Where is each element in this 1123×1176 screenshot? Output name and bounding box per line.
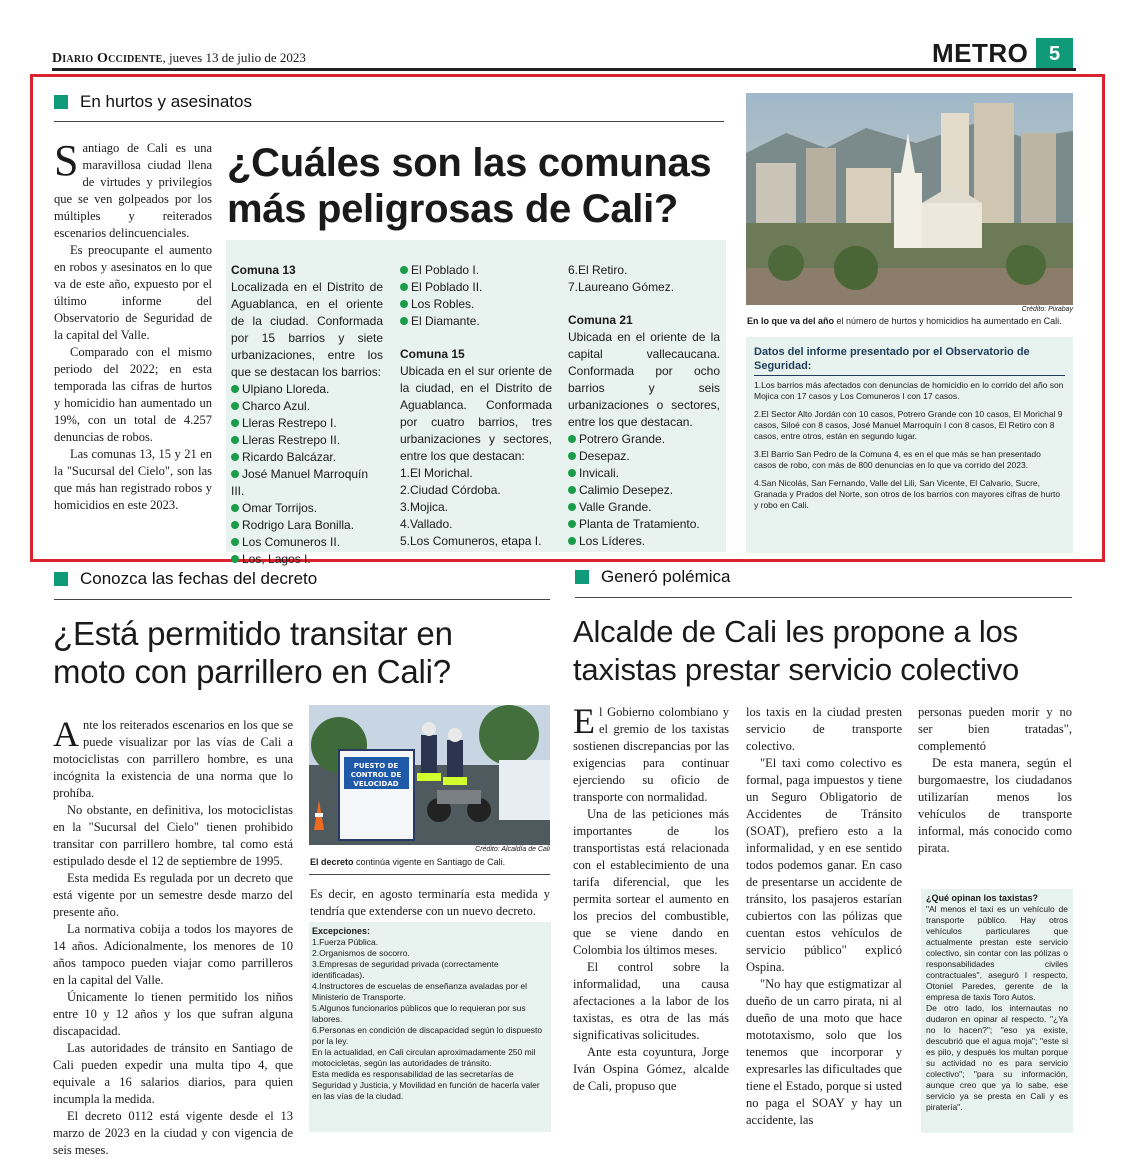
square-icon [575, 570, 589, 584]
bullet-icon [400, 266, 408, 274]
bullet-icon [400, 300, 408, 308]
list-item: Los Robles. [400, 296, 552, 313]
cali-skyline-photo [746, 93, 1073, 305]
brand-name: Diario Occidente [52, 51, 163, 66]
bullet-icon [568, 520, 576, 528]
list-item: El Poblado II. [400, 279, 552, 296]
bullet-icon [568, 486, 576, 494]
bullet-icon [568, 469, 576, 477]
photo-caption: En lo que va del año el número de hurtos y homicidios ha aumentado en Cali. [747, 316, 1062, 326]
bullet-icon [231, 453, 239, 461]
box-rule [754, 375, 1065, 376]
list-item: 2.Ciudad Córdoba. [400, 483, 501, 497]
sign-line-1: PUESTO DE [353, 762, 399, 770]
comuna15-list [400, 465, 552, 550]
observatorio-box: Datos del informe presentado por el Observatorio de Seguridad: 1.Los barrios más afectados con denuncias de homicidio en lo corrido del año son Mojica con 17 casos y Los Comuneros I con 17 casos. 2.El Sector Alto Jordán con 10 casos, Potrero Grande con 10 casos, El Morichal 9 casos, Siloé con 8 casos, José Manuel Marroquín I con 8 casos, El Retiro con 8 casos, entre otros, están en segundo lugar. 3.El Barrio San Pedro de la Comuna 4, es en el que más se han presentado casos de robo, con más de 800 denuncias en lo que va corrido del 2023. 4.San Nicolás, San Fernando, Valle del Lili, San Vicente, El Calvario, Sucre, Granada y Prados del Norte, son otros de los barrios con mayores cifras de hurto y robo en Cali. [746, 337, 1073, 553]
header-rule [52, 68, 1076, 71]
drop-cap: S [54, 136, 79, 185]
bullet-icon [400, 283, 408, 291]
drop-cap: A [53, 714, 79, 754]
bullet-icon [400, 317, 408, 325]
list-item: En la actualidad, en Cali circulan aproximadamente 250 mil motocicletas, según las autoridades de tránsito. [312, 1047, 536, 1068]
list-item: Ulpiano Lloreda. [231, 381, 383, 398]
comuna13-list-cont [400, 262, 552, 330]
story2-kicker: Conozca las fechas del decreto [54, 569, 317, 589]
comuna15-list-cont [568, 262, 720, 296]
kicker-rule [54, 121, 724, 122]
story3-col2: los taxis en la ciudad presten servicio de transporte colectivo. "El taxi como colectivo es formal, paga impuestos y tiene un Seguro Obligatorio de Accidentes de Tránsito (SOAT), prefiero esto a la informalidad, y en ese sentido todos podemos ganar. En caso de presentarse un accidente de tránsito, los pasajeros estarían cubiertos con las pólizas que cuentan estos vehículos de servicio público" explicó Ospina. "No hay que estigmatizar al dueño de un carro pirata, ni al dueño de una moto que hace mototaxismo, solo que los tenemos que incorporar y expresarles las dificultades que tiene el Estado, porque si usted no paga el SOAY y hay un accidente, las [746, 705, 902, 1127]
excepciones-box: Excepciones: 1.Fuerza Pública. 2.Organismos de socorro. 3.Empresas de seguridad privada (correctamente identificadas). 4.Instructores de escuelas de enseñanza avaladas por el Ministerio de Transporte. 5.Algunos funcionarios públicos que lo requieran por sus labores. 6.Personas en condición de discapacidad según lo dispuesto por la ley. En la actualidad, en Cali circulan aproximadamente 250 mil motocicletas, según las autoridades de tránsito. Esta medida es responsabilidad de las secretarías de Seguridad y Justicia, y Movilidad en función de hacerla valer en las vías de la ciudad. [309, 922, 551, 1132]
list-item: 6.El Retiro. [568, 263, 628, 277]
bullet-icon [568, 452, 576, 460]
comuna21-list [568, 431, 720, 550]
bullet-icon [231, 470, 239, 478]
list-item: 2.Organismos de socorro. [312, 948, 410, 958]
comuna15-column: El Poblado I. El Poblado II. Los Robles. El Diamante. Comuna 15 Ubicada en el sur oriente de la ciudad, en el Distrito de Aguablanca. Conformada por cuatro barrios, tres urbanizaciones y sectores, entre los que destacan: 1.El Morichal. 2.Ciudad Córdoba. 3.Mojica. 4.Vallado. 5.Los Comuneros, etapa I. [400, 263, 552, 548]
story2-headline: ¿Está permitido transitar en moto con parrillero en Cali? [53, 615, 453, 690]
story3-headline: Alcalde de Cali les propone a los taxistas prestar servicio colectivo [573, 614, 1020, 687]
list-item: Ricardo Balcázar. [231, 449, 383, 466]
bullet-icon [231, 555, 239, 563]
list-item: 6.Personas en condición de discapacidad según lo dispuesto por la ley. [312, 1025, 543, 1046]
bullet-icon [568, 435, 576, 443]
square-icon [54, 95, 68, 109]
caption-rule [309, 874, 550, 875]
list-item: 3.Mojica. [400, 500, 449, 514]
police-checkpoint-photo [309, 705, 550, 845]
bullet-icon [231, 504, 239, 512]
list-item: 1.Fuerza Pública. [312, 937, 379, 947]
drop-cap: E [573, 701, 595, 741]
list-item: 5.Algunos funcionarios públicos que lo requieran por sus labores. [312, 1003, 526, 1024]
taxistas-opinion-box: ¿Qué opinan los taxistas? "Al menos el taxi es un vehículo de transporte público. Hay otros vehículos particulares que actualmente prestan este servicio colectivo, sin contar con las pólizas o responsabilidades civiles contractuales", aseguró l respecto, Otoniel Paredes, gerente de la empresa de taxis Toro Autos. De otro lado, los internautas no dudaron en opinar al respecto. "¿Ya no lo hacen?"; "eso ya existe, descubrió que el agua moja"; "este si es pilo, y después los multan porque su actividad no es para servicio colectivo"; "para su información, aunque creo que ya lo sabe, ese servicio ya se presta en Cali y es piratería". [921, 889, 1073, 1133]
story3-kicker: Generó polémica [575, 567, 730, 587]
list-item: Calimio Desepez. [568, 482, 720, 499]
story2-body: Ante los reiterados escenarios en los que se puede visualizar por las vías de Cali a motociclistas con parrillero hombre, es una incógnita la existencia de una norma que lo prohíba. No obstante, en definitiva, los motociclistas en la "Sucursal del Cielo" tienen prohibido transitar con parrillero hombre, tal como está estipulado desde el 12 de septiembre de 1995. Esta medida Es regulada por un decreto que está vigente por un semestre desde marzo del presente año. La normativa cobija a todos los mayores de 14 años. Adicionalmente, los menores de 10 años tampoco pueden viajar como parrilleros en la capital del Valle. Únicamente lo tienen permitido los niños entre 10 y 12 años y los que sufran alguna discapacidad. Las autoridades de tránsito en Santiago de Cali pueden expedir una multa tipo 4, que equivale a 16 salarios diarios, para quien incumpla la medida. El decreto 0112 está vigente desde el 13 marzo de 2023 en la ciudad y con vigencia de seis meses. [53, 714, 293, 1157]
list-item: 4.Instructores de escuelas de enseñanza avaladas por el Ministerio de Transporte. [312, 981, 527, 1002]
list-item: Planta de Tratamiento. [568, 516, 720, 533]
bullet-icon [231, 385, 239, 393]
list-item: Lleras Restrepo II. [231, 432, 383, 449]
story2-body-cont: Es decir, en agosto terminaría esta medida y tendría que extenderse con un nuevo decreto. [310, 887, 550, 918]
list-item: Charco Azul. [231, 398, 383, 415]
photo-credit: Crédito: Alcaldía de Cali [475, 846, 550, 853]
sign-line-3: VELOCIDAD [353, 780, 399, 788]
list-item: Lleras Restrepo I. [231, 415, 383, 432]
list-item: El Poblado I. [400, 262, 552, 279]
bullet-icon [568, 503, 576, 511]
list-item: Potrero Grande. [568, 431, 720, 448]
story1-headline: ¿Cuáles son las comunas más peligrosas de Cali? [227, 141, 712, 231]
comuna21-column: 6.El Retiro. 7.Laureano Gómez. Comuna 21 Ubicada en el oriente de la capital vallecaucana. Conformada por ocho barrios y seis urbanizaciones o sectores, entre los que destacan. Potrero Grande. Desepaz. Invicali. Calimio Desepez. Valle Grande. Planta de Tratamiento. Los Líderes. [568, 263, 720, 548]
story1-lead: Santiago de Cali es una maravillosa ciudad llena de virtudes y privilegios que se ven golpeados por los múltiples y reiterados escenarios delincuenciales. Es preocupante el aumento en robos y asesinatos en lo que va de este año, expuesto por el último informe del Observatorio de Seguridad de la capital del Valle. Comparado con el mismo periodo del 2022; en esta temporada las cifras de hurtos y homicidio han aumentado un 19%, con un total de 4.257 denuncias de robos. Las comunas 13, 15 y 21 en la "Sucursal del Cielo", son las que más han registrado robos y homicidios en este 2023. [54, 136, 212, 512]
list-item: Los Comuneros II. [231, 534, 383, 551]
list-item: Invicali. [568, 465, 720, 482]
page-number: 5 [1036, 38, 1073, 71]
list-item: José Manuel Marroquín III. [231, 467, 369, 498]
list-item: Rodrigo Lara Bonilla. [231, 517, 383, 534]
list-item: Esta medida es responsabilidad de las secretarías de Seguridad y Justicia, y Movilidad en función de hacerla valer en las vías de la ciudad. [312, 1069, 540, 1101]
story3-col1: El Gobierno colombiano y el gremio de los taxistas sostienen discrepancias por las exigencias para continuar ejerciendo su oficio de transporte con normalidad. Una de las peticiones más importantes de los transportistas está relacionada con el establecimiento de una tarifa diferencial, que les permita sortear el aumento en los precios del combustible, que se viene dando en Colombia los últimos meses. El control sobre la informalidad, una causa afectaciones a la labor de los taxistas, es otra de las más significativas solicitudes. Ante esta coyuntura, Jorge Iván Ospina Gómez, alcalde de Cali, propuso que [573, 701, 729, 1093]
list-item: 5.Los Comuneros, etapa I. [400, 534, 542, 548]
list-item: 7.Laureano Gómez. [568, 280, 675, 294]
list-item: Los, Lagos I. [231, 551, 383, 568]
section-name: METRO [932, 38, 1029, 68]
masthead [52, 50, 306, 67]
list-item: Los Líderes. [568, 533, 720, 550]
bullet-icon [568, 537, 576, 545]
bullet-icon [231, 538, 239, 546]
bullet-icon [231, 436, 239, 444]
list-item: Desepaz. [568, 448, 720, 465]
list-item: 1.El Morichal. [400, 466, 473, 480]
square-icon [54, 572, 68, 586]
kicker-rule [575, 597, 1072, 598]
list-item: El Diamante. [400, 313, 552, 330]
list-item: Omar Torrijos. [231, 500, 383, 517]
comuna13-column: Comuna 13 Localizada en el Distrito de Aguablanca, en el oriente de la ciudad. Conformada por 15 barrios y siete urbanizaciones, entre los que se destacan los barrios: Ulpiano Lloreda. Charco Azul. Lleras Restrepo I. Lleras Restrepo II. Ricardo Balcázar. José Manuel Marroquín III. Omar Torrijos. Rodrigo Lara Bonilla. Los Comuneros II. Los, Lagos I. [231, 263, 383, 566]
photo-caption: El decreto continúa vigente en Santiago de Cali. [310, 857, 506, 867]
list-item: Valle Grande. [568, 499, 720, 516]
comuna13-list [231, 381, 383, 568]
list-item: 3.Empresas de seguridad privada (correctamente identificadas). [312, 959, 499, 980]
kicker-rule [54, 599, 550, 600]
excepciones-list [312, 937, 548, 1102]
bullet-icon [231, 521, 239, 529]
issue-date: , jueves 13 de julio de 2023 [162, 50, 306, 65]
list-item: 4.Vallado. [400, 517, 453, 531]
story1-kicker: En hurtos y asesinatos [54, 92, 252, 112]
sign-line-2: CONTROL DE [350, 771, 402, 779]
bullet-icon [231, 419, 239, 427]
bullet-icon [231, 402, 239, 410]
story3-col3: personas pueden morir y no ser bien tratadas", complementó De esta manera, según el burgomaestre, los ciudadanos utilizarían menos los vehículos de transporte informal, más conocido como pirata. [918, 705, 1072, 855]
photo-credit: Crédito: Pixabay [1021, 306, 1073, 313]
